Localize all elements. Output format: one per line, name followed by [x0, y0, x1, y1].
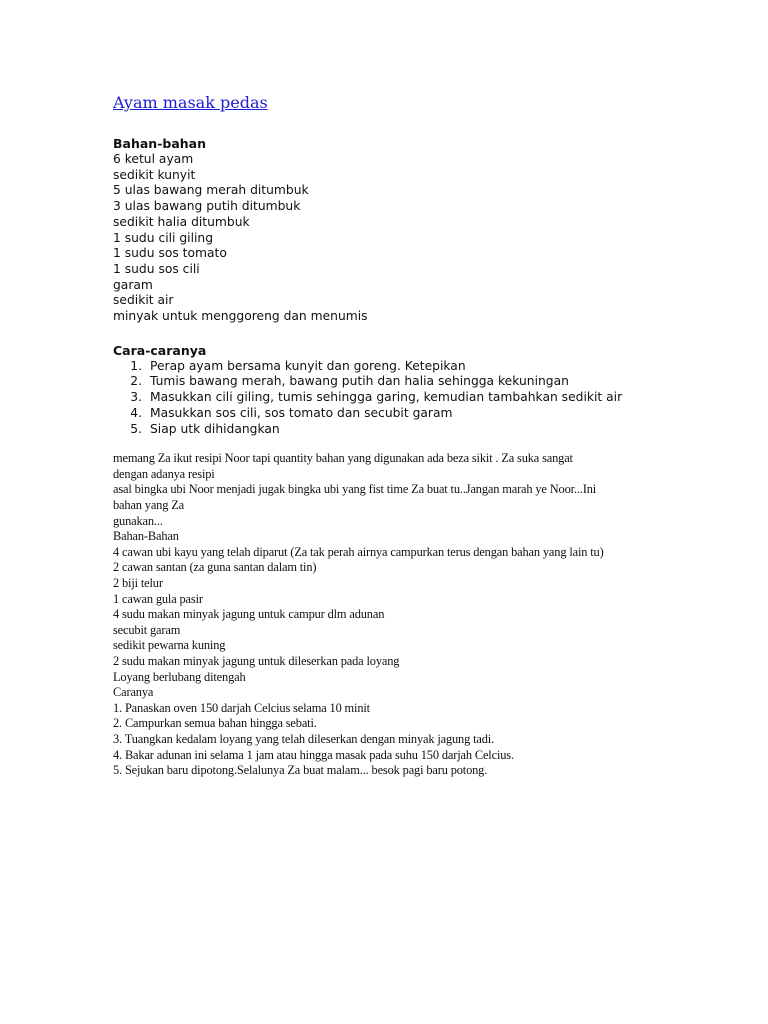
recipe-title-link[interactable]: Ayam masak pedas — [113, 93, 268, 112]
step-text: Tumis bawang merah, bawang putih dan halia sehingga kekuningan — [150, 374, 569, 389]
notes-line: secubit garam — [113, 622, 181, 637]
notes-line: 2. Campurkan semua bahan hingga sebati. — [113, 716, 317, 731]
notes-line: memang Za ikut resipi Noor tapi quantity bahan yang digunakan ada beza sikit . Za suka sangat — [113, 451, 573, 466]
notes-line: 2 cawan santan (za guna santan dalam tin) — [113, 560, 317, 575]
notes-line: asal bingka ubi Noor menjadi jugak bingka ubi yang fist time Za buat tu..Jangan marah ye Noor...Ini — [113, 482, 597, 497]
notes-line: 1 cawan gula pasir — [113, 591, 203, 606]
method-step — [113, 359, 733, 375]
ingredients-heading: Bahan-bahan — [113, 136, 206, 151]
method-steps-list — [113, 359, 733, 438]
ingredient-item: 1 sudu cili giling — [113, 230, 214, 245]
method-heading: Cara-caranya — [113, 342, 207, 358]
ingredient-item: sedikit halia ditumbuk — [113, 214, 250, 229]
ingredient-item: 5 ulas bawang merah ditumbuk — [113, 183, 309, 198]
notes-line: 2 biji telur — [113, 576, 163, 590]
step-number: 5. — [130, 421, 142, 436]
step-text: Masukkan cili giling, tumis sehingga garing, kemudian tambahkan sedikit air — [150, 390, 623, 405]
notes-line: Caranya — [113, 685, 154, 700]
step-number: 4. — [130, 405, 142, 420]
step-number: 2. — [130, 374, 142, 389]
notes-line: Bahan-Bahan — [113, 529, 179, 544]
step-text: Perap ayam bersama kunyit dan goreng. Ketepikan — [150, 358, 466, 373]
step-number: 1. — [130, 358, 142, 373]
notes-line: 4 cawan ubi kayu yang telah diparut (Za tak perah airnya campurkan terus dengan bahan yang lain tu) — [113, 544, 604, 559]
ingredient-item: garam — [113, 277, 153, 292]
notes-line: Loyang berlubang ditengah — [113, 669, 246, 684]
notes-line: dengan adanya resipi — [113, 466, 215, 481]
method-step — [113, 374, 733, 390]
notes-line: 4. Bakar adunan ini selama 1 jam atau hingga masak pada suhu 150 darjah Celcius. — [113, 747, 514, 762]
method-step — [113, 390, 733, 406]
ingredient-item: 3 ulas bawang putih ditumbuk — [113, 199, 301, 214]
ingredient-item: 1 sudu sos tomato — [113, 246, 227, 261]
ingredient-item: sedikit kunyit — [113, 167, 196, 182]
ingredients-list — [113, 152, 733, 325]
notes-line: 4 sudu makan minyak jagung untuk campur dlm adunan — [113, 607, 385, 622]
notes-line: 3. Tuangkan kedalam loyang yang telah dileserkan dengan minyak jagung tadi. — [113, 731, 495, 746]
method-step — [113, 406, 733, 422]
notes-line: 5. Sejukan baru dipotong.Selalunya Za buat malam... besok pagi baru potong. — [113, 763, 488, 778]
step-text: Masukkan sos cili, sos tomato dan secubit garam — [150, 405, 453, 420]
ingredient-item: sedikit air — [113, 293, 174, 308]
method-step — [113, 422, 733, 438]
ingredient-item: 1 sudu sos cili — [113, 261, 200, 276]
ingredient-item: minyak untuk menggoreng dan menumis — [113, 309, 368, 324]
step-number: 3. — [130, 390, 142, 405]
notes-line: sedikit pewarna kuning — [113, 638, 226, 653]
step-text: Siap utk dihidangkan — [150, 421, 280, 436]
notes-section — [113, 451, 733, 778]
document-body — [113, 92, 733, 779]
ingredient-item: 6 ketul ayam — [113, 152, 194, 166]
notes-line: gunakan... — [113, 513, 163, 528]
notes-line: 1. Panaskan oven 150 darjah Celcius selama 10 minit — [113, 700, 370, 715]
notes-line: 2 sudu makan minyak jagung untuk dileserkan pada loyang — [113, 653, 400, 668]
notes-line: bahan yang Za — [113, 498, 184, 513]
